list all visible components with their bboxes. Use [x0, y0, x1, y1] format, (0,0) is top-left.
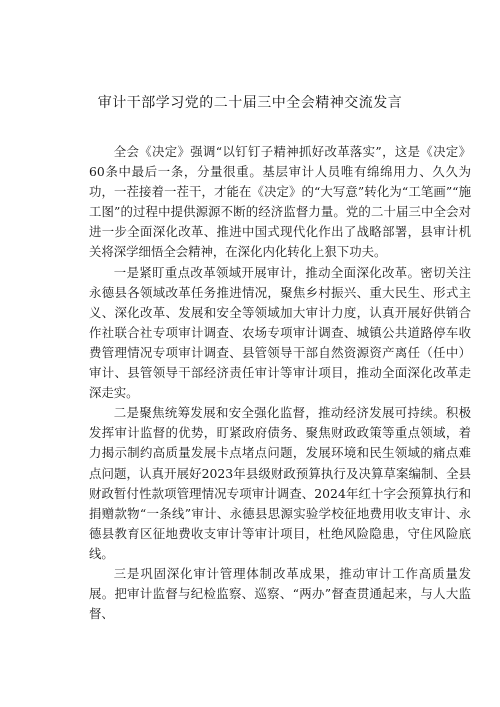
paragraph-point-three: 三是巩固深化审计管理体制改革成果，推动审计工作高质量发展。把审计监督与纪检监察、巡察、“两办”督查贯通起来，与人大监督、: [89, 565, 471, 622]
document-title: 审计干部学习党的二十届三中全会精神交流发言: [97, 95, 403, 111]
document-body: [89, 142, 471, 624]
paragraph-intro: 全会《决定》强调“以钉钉子精神抓好改革落实”，这是《决定》60条中最后一条，分量很重。基层审计人员唯有绵绵用力、久久为功，一茬接着一茬干，才能在《决定》的“大写意”转化为“工笔画”“施工图”的过程中提供源源不断的经济监督力量。党的二十届三中全会对进一步全面深化改革、推进中国式现代化作出了战略部署，县审计机关将深学细悟全会精神，在深化内化转化上狠下功夫。: [89, 144, 471, 260]
paragraph-point-one: 一是紧盯重点改革领域开展审计，推动全面深化改革。密切关注永德县各领域改革任务推进情况，聚焦乡村振兴、重大民生、形式主义、深化改革、发展和安全等领域加大审计力度，认真开展好供销合作社联合社专项审计调查、农场专项审计调查、城镇公共道路停车收费管理情况专项审计调查、县管领导干部自然资源资产离任（任中）审计、县管领导干部经济责任审计等审计项目，推动全面深化改革走深走实。: [89, 264, 471, 401]
paragraph-point-two: 二是聚焦统筹发展和安全强化监督，推动经济发展可持续。积极发挥审计监督的优势，盯紧政府债务、聚焦财政政策等重点领域，着力揭示制约高质量发展卡点堵点问题，发展环境和民生领域的痛点难点问题，认真开展好2023年县级财政预算执行及决算草案编制、全县财政暂付性款项管理情况专项审计调查、2024年红十字会预算执行和捐赠款物“一条线”审计、永德县思源实验学校征地费用收支审计、永德县教育区征地费收支审计等审计项目，杜绝风险隐患，守住风险底线。: [89, 405, 471, 561]
